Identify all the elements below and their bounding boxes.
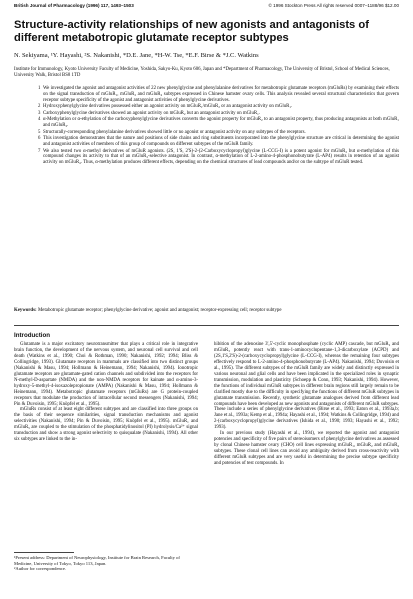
abstract <box>38 86 399 167</box>
left-column <box>14 342 198 443</box>
abstract-item-text: This investigation demonstrates that the nature and positions of side chains and ring substituents incorporated into the phenylglycine structure are critical in determining the agonist and antagonist activities of members of this group of compounds on different subtypes of the mGluR family. <box>43 136 399 148</box>
abstract-item-number: 7 <box>38 148 41 154</box>
footnotes <box>14 552 198 572</box>
body-paragraph: hibition of the adenosine 3',5'-cyclic monophosphate (cyclic AMP) cascade, but mGluR₂ and mGluR₃ potently react with trans-1-aminocyclopentane-1,3-dicarboxylate (ACPD) and (2S,1'S,2'S)-2-(carboxycyclopropyl)glycine (L-CCG-I), whereas the remaining four subtypes effectively respond to L-2-amino-4-phosphonobutyrate (L-AP4). Nakanishi, 1994; Duvoisin et al., 1995). The different subtypes of the mGluR family are widely and distinctly expressed in various neuronal and glial cells and have been implicated in the specialized roles in synaptic transmission, modulation and plasticity (Schoepp & Conn, 1993; Nakanishi, 1994). However, the functions of individual mGluR subtypes in different brain regions still largely remain to be clarified mostly due to the difficulty in specifying the functions of different mGluR subtypes in glutamate transmission. Recently, synthetic glutamate analogues derived from different lead compounds have been developed as new agonists and antagonists of different mGluR subtypes. These include a series of phenylglycine derivatives (Birse et al., 1993; Eaton et al., 1993a,b; Jane et al., 1993a; Kemp et al., 1994a; Hayashi et al., 1994; Watkins & Collingridge, 1994) and 2-(carboxycyclopropyl)glycine derivatives (Ishida et al., 1990; 1993; Hayashi et al., 1992; 1993). <box>214 342 399 431</box>
abstract-item-text: Carboxyphenylglycine derivatives showed an agonist activity on mGluR₂ but an antagonist activity on mGluR₁. <box>43 110 261 116</box>
author-list: N. Sekiyama, ¹Y. Hayashi, ²S. Nakanishi, *D.E. Jane, *H-W. Tse, *E.F. Birse & *J.C. Watkins <box>14 52 259 59</box>
footnote: ²Author for correspondence. <box>14 566 67 572</box>
keywords <box>14 308 399 314</box>
section-divider <box>14 325 399 326</box>
body-paragraph: Glutamate is a major excitatory neurotransmitter that plays a critical role in integrative brain function, the development of the nervous system, and neuronal cell survival and cell death (Watkins et al., 1990; Choi & Rothman, 1990; Nakanishi, 1992; 1994; Bliss & Collingridge, 1993). Glutamate receptors in mammals are classified into two distinct groups (Nakanishi & Masu, 1994; Hollmann & Heinemann, 1994; Nakanishi, 1994). Ionotropic glutamate receptors are glutamate-gated cation channels and subdivided into the receptors for N-methyl-D-aspartate (NMDA) and the non-NMDA receptors for kainate and α-amino-3-hydroxy-5-methyl-4-isoxazolepropionate (AMPA) (Nakanishi & Masu, 1994; Hollmann & Heinemann, 1994). Metabotropic glutamate receptors (mGluRs) are G protein-coupled receptors that modulate the production of intracellular second messengers (Nakanishi, 1994; Pin & Duvoisin, 1995; Knöpfel et al., 1995). <box>14 342 198 407</box>
abstract-item <box>38 149 399 167</box>
abstract-item <box>38 86 399 104</box>
abstract-item <box>38 111 399 117</box>
abstract-item-number: 3 <box>38 110 41 116</box>
abstract-item-number: 5 <box>38 129 41 135</box>
footnote: ¹Present address: Department of Neurophysiology, Institute for Brain Research, Faculty of Medicine, University of Tokyo, Tokyo 113, Japan. <box>14 555 180 566</box>
footnote-rule <box>14 552 74 553</box>
right-column <box>214 342 399 467</box>
abstract-item-text: We investigated the agonist and antagonist activities of 22 new phenylglycine and phenylalanine derivatives for metabotropic glutamate receptors (mGluRs) by examining their effects on the signal transduction of mGluR₁, mGluR₂ and mGluR₄ subtypes expressed in Chinese hamster ovary cells. This analysis revealed several structural characteristics that govern receptor subtype specificity of the agonist and antagonist activities of phenylglycine derivatives. <box>43 86 399 103</box>
body-paragraph: In our previous study (Hayashi et al., 1994), we reported the agonist and antagonist potencies and specificity of five pairs of stereoisomers of phenylglycine derivatives as assessed by clonal Chinese hamster ovary (CHO) cell lines expressing mGluR₁, mGluR₂ and mGluR₄ subtypes. These clonal cell lines can avoid any ambiguity derived from cross-reactivity with different mGluR subtypes and are very useful in determining the precise subtype specificity and potencies of test compounds. In <box>214 431 399 467</box>
paper-title: Structure-activity relationships of new agonists and antagonists of different metabotropic glutamate receptor subtypes <box>14 19 369 44</box>
abstract-item <box>38 104 399 110</box>
abstract-item-number: 6 <box>38 136 41 142</box>
running-header <box>14 3 399 13</box>
keywords-label: Keywords: <box>14 308 37 313</box>
abstract-item-text: Structurally-corresponding phenylalanine derivatives showed little or no agonist or antagonist activity on any subtypes of the receptors. <box>43 129 306 135</box>
abstract-item-text: We also tested two α-methyl derivatives of mGluR agonists. (2S, 1'S, 2'S)-2-(2-Carboxycyclopropyl)glycine (L-CCG-I) is a potent agonist for mGluR₂ but α-methylation of this compound changes its activity to that of an mGluR₂-selective antagonist. In contrast, α-methylation of L-2-amino-4-phosphonobutyrate (L-AP4) results in retention of an agonist activity on mGluR₄. Thus, α-methylation produces different effects, depending on the chemical structures of lead compounds and/or on the subtype of mGluR tested. <box>43 148 399 166</box>
abstract-item <box>38 117 399 129</box>
abstract-item-number: 2 <box>38 104 41 110</box>
keywords-text: Metabotropic glutamate receptor; phenylglycine derivative; agonist and antagonist; receptor-expressing cell; receptor subtype <box>38 308 282 313</box>
affiliation: Institute for Immunology, Kyoto University Faculty of Medicine, Yoshida, Sakyo-Ku, Kyoto 606, Japan and *Department of Pharmacology, The University of Bristol, School of Medical Sciences, University Walk, Bristol BS8 1TD <box>14 67 390 78</box>
abstract-item-number: 4 <box>38 117 41 123</box>
abstract-item <box>38 130 399 136</box>
abstract-item-number: 1 <box>38 86 41 91</box>
introduction-heading: Introduction <box>14 332 51 339</box>
body-paragraph: mGluRs consist of at least eight different subtypes and are classified into three groups on the basis of their sequence similarities, signal transduction mechanisms and agonist selectivities (Nakanishi, 1994; Pin & Duvoisin, 1995; Knöpfel et al., 1995). mGluR₁ and mGluR₅ are coupled to the stimulation of the phosphatidylinositol (PI) hydrolysis/Ca²⁺ signal transduction and show a strong agonist selectivity to quisqualate (Nakanishi, 1994). All other six subtypes are linked to the in- <box>14 407 198 443</box>
copyright-line: © 1996 Stockton Press All rights reserved 0007–1188/96 $12.00 <box>268 3 399 8</box>
abstract-item <box>38 136 399 148</box>
abstract-item-text: α-Methylation or α-ethylation of the carboxyphenylglycine derivatives converts the agonist property for mGluR₂ to an antagonist property, thus producing antagonists at both mGluR₁ and mGluR₂. <box>43 117 399 129</box>
journal-citation: British Journal of Pharmacology (1996) 117, 1493–1503 <box>14 3 134 8</box>
abstract-item-text: Hydroxyphenylglycine derivatives possessed either an agonist activity on mGluR₁/mGluR₂ or an antagonist activity on mGluR₁. <box>43 104 293 110</box>
